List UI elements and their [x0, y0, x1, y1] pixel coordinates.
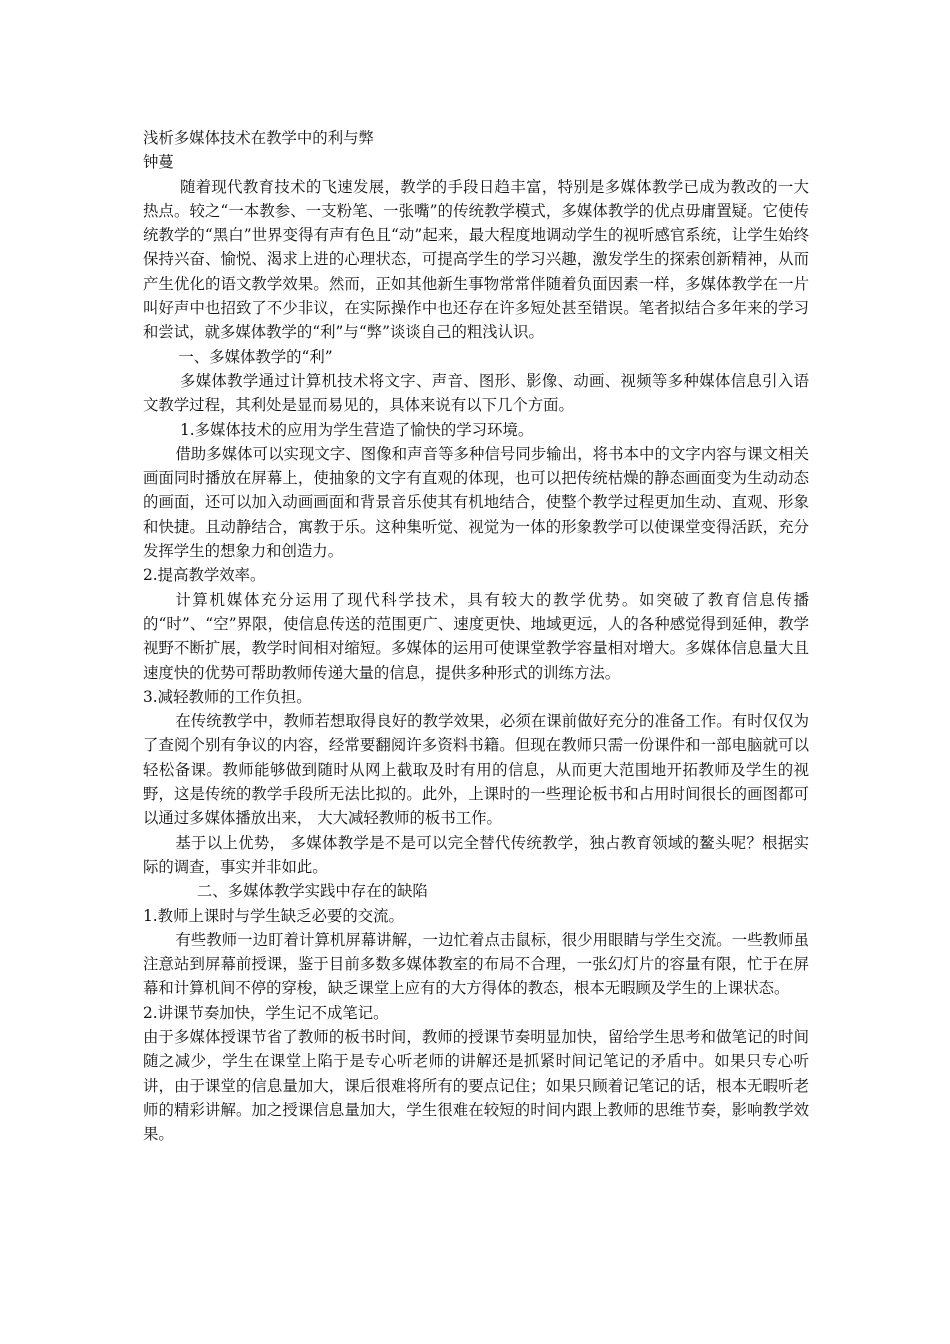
paragraph: 随着现代教育技术的飞速发展，教学的手段日趋丰富，特别是多媒体教学已成为教改的一大热点。较之“一本教参、一支粉笔、一张嘴”的传统教学模式，多媒体教学的优点毋庸置疑。它使传统教学的“黑白”世界变得有声有色且“动”起来，最大程度地调动学生的视听感官系统，让学生始终保持兴奋、愉悦、渴求上进的心理状态，可提高学生的学习兴趣，激发学生的探索创新精神，从而产生优化的语文教学效果。然而，正如其他新生事物常常伴随着负面因素一样，多媒体教学在一片叫好声中也招致了不少非议，在实际操作中也还存在许多短处甚至错误。笔者拟结合多年来的学习和尝试，就多媒体教学的“利”与“弊”谈谈自己的粗浅认识。	[143, 177, 809, 342]
document-title: 浅析多媒体技术在教学中的利与弊	[143, 129, 374, 147]
paragraph: 一、多媒体教学的“利”	[178, 347, 333, 366]
document-body	[143, 175, 809, 1147]
paragraph: 基于以上优势， 多媒体教学是不是可以完全替代传统教学，独占教育领域的鳌头呢？根据实际的调查，事实并非如此。	[143, 833, 809, 876]
paragraph: 借助多媒体可以实现文字、图像和声音等多种信号同步输出，将书本中的文字内容与课文相关画面同时播放在屏幕上，使抽象的文字有直观的体现，也可以把传统枯燥的静态画面变为生动动态的画面，还可以加入动画画面和背景音乐使其有机地结合，使整个教学过程更加生动、直观、形象和快捷。且动静结合，寓教于乐。这种集听觉、视觉为一体的形象教学可以使课堂变得活跃，充分发挥学生的想象力和创造力。	[143, 444, 809, 561]
paragraph: 多媒体教学通过计算机技术将文字、声音、图形、影像、动画、视频等多种媒体信息引入语文教学过程，其利处是显而易见的，具体来说有以下几个方面。	[143, 371, 809, 415]
paragraph: 二、多媒体教学实践中存在的缺陷	[196, 882, 428, 901]
paragraph: 2.提高教学效率。	[143, 566, 266, 585]
paragraph: 计算机媒体充分运用了现代科学技术，具有较大的教学优势。如突破了教育信息传播的“时”、“空”界限，使信息传送的范围更广、速度更快、地域更远，人的各种感觉得到延伸，教学视野不断扩展，教学时间相对缩短。多媒体的运用可使课堂教学容量相对增大。多媒体信息量大且速度快的优势可帮助教师传递大量的信息，提供多种形式的训练方法。	[143, 590, 809, 682]
paragraph: 有些教师一边盯着计算机屏幕讲解，一边忙着点击鼠标，很少用眼睛与学生交流。一些教师虽注意站到屏幕前授课，鉴于目前多数多媒体教室的布局不合理，一张幻灯片的容量有限，忙于在屏幕和计算机间不停的穿梭，缺乏课堂上应有的大方得体的教态，根本无暇顾及学生的上课状态。	[143, 930, 809, 998]
document-author: 钟蔓	[143, 153, 174, 172]
paragraph: 2.讲课节奏加快，学生记不成笔记。	[143, 1003, 389, 1022]
paragraph: 在传统教学中，教师若想取得良好的教学效果，必须在课前做好充分的准备工作。有时仅仅为了查阅个别有争议的内容，经常要翻阅许多资料书籍。但现在教师只需一份课件和一部电脑就可以轻松备课。教师能够做到随时从网上截取及时有用的信息，从而更大范围地开拓教师及学生的视野，这是传统的教学手段所无法比拟的。此外，上课时的一些理论板书和占用时间很长的画图都可以通过多媒体播放出来， 大大减轻教师的板书工作。	[143, 712, 809, 828]
paragraph: 1.多媒体技术的应用为学生营造了愉快的学习环境。	[179, 420, 534, 439]
paragraph: 1.教师上课时与学生缺乏必要的交流。	[143, 906, 404, 925]
document-page	[143, 126, 809, 1146]
paragraph: 由于多媒体授课节省了教师的板书时间，教师的授课节奏明显加快，留给学生思考和做笔记的时间随之减少，学生在课堂上陷于是专心听老师的讲解还是抓紧时间记笔记的矛盾中。如果只专心听讲，由于课堂的信息量加大，课后很难将所有的要点记住；如果只顾着记笔记的话，根本无暇听老师的精彩讲解。加之授课信息量加大，学生很难在较短的时间内跟上教师的思维节奏，影响教学效果。	[143, 1027, 809, 1144]
paragraph: 3.减轻教师的工作负担。	[143, 687, 312, 706]
